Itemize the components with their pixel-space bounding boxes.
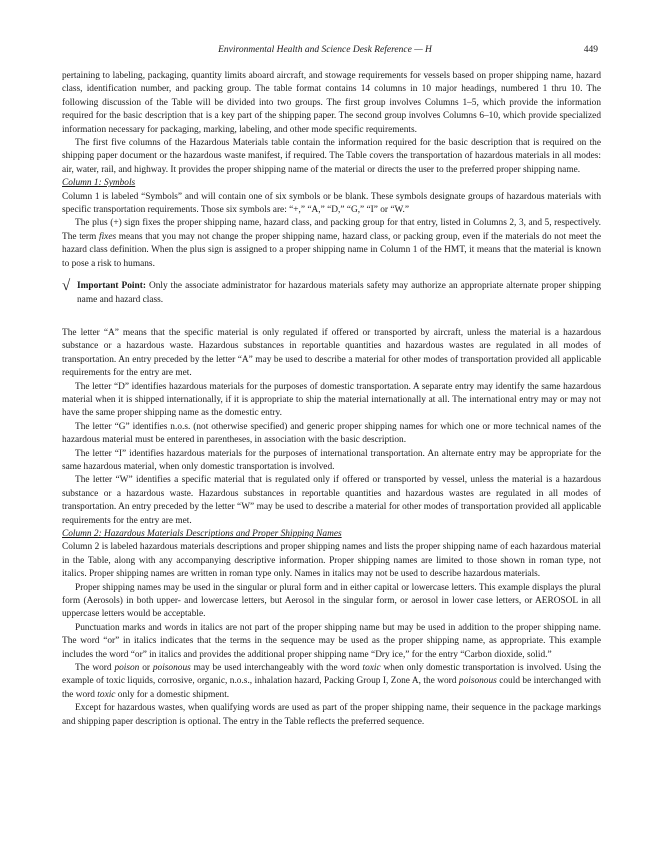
body-text <box>62 70 601 729</box>
text-run: may be used interchangeably with the word <box>190 663 363 674</box>
text-run: The plus (+) sign fixes the proper shipping name, hazard class, and packing group for that entry, listed in Columns 2, 3, and 5, respectively. The term <box>62 218 601 242</box>
paragraph: Punctuation marks and words in italics are not part of the proper shipping name but may be used in addition to the proper shipping name. The word “or” in italics indicates that the terms in the sequence may be used as the proper shipping name, as appropriate. This example includes the word “or” in italics and provides the additional proper shipping name “Dry ice,” for the entry “Carbon dioxide, solid.” <box>62 622 601 660</box>
italic-term: fixes <box>98 231 117 242</box>
italic-term: toxic <box>362 663 381 674</box>
paragraph: pertaining to labeling, packaging, quantity limits aboard aircraft, and stowage requirements for vessels based on proper shipping name, hazard class, identification number, and packing group. The table format contains 14 columns in 10 major headings, numbered 1 thru 10. The following discussion of the Table will be divided into two groups. The first group involves Columns 1–5, which provide the information required for the basic description that is a key part of the shipping paper. The second group involves Columns 6–10, which provide specialized information necessary for packaging, marking, labeling, and other mode specific requirements. <box>62 71 601 135</box>
text-run: means that you may not change the proper shipping name, hazard class, or packing group, even if the materials do not meet the hazard class definition. When the plus sign is assigned to a proper shipping name in Column 1 of the HMT, it means that the material is known to pose a risk to humans. <box>62 231 602 269</box>
paragraph: Column 2 is labeled hazardous materials descriptions and proper shipping names and lists the proper shipping name of each hazardous material in the Table, along with any accompanying descriptive information. Proper shipping names are limited to those shown in roman type, not italics. Proper shipping names are written in roman type only. Names in italics may not be used to describe hazardous materials. <box>62 542 601 580</box>
text-run: when only domestic transportation is involved. Using the example of toxic liquids, corrosive, organic, n.o.s., inhalation hazard, Packing Group I, Zone A, the word <box>62 663 601 687</box>
paragraph <box>62 662 601 702</box>
text-run: The word <box>75 663 115 674</box>
important-point-text <box>77 280 601 307</box>
paragraph: The letter “W” identifies a specific material that is regulated only if offered or transported by vessel, unless the material is a hazardous substance or a hazardous waste. Hazardous substances in reportable quantities and hazardous wastes are regulated in all modes of transportation. An entry preceded by the letter “W” may be used to describe a material for other modes of transportation provided all applicable requirements for the entry are met. <box>62 475 601 526</box>
paragraph: The letter “D” identifies hazardous materials for the purposes of domestic transportation. A separate entry may identify the same hazardous material when it is shipped internationally, if it is appropriate to ship the material internationally at all. The international entry may or may not have the same proper shipping name as the domestic entry. <box>62 381 601 419</box>
section-heading-column-2: Column 2: Hazardous Materials Descriptions and Proper Shipping Names <box>62 529 342 539</box>
text-run: Only the associate administrator for hazardous materials safety may authorize an appropriate alternate proper shipping name and hazard class. <box>77 281 601 305</box>
paragraph: The letter “G” identifies n.o.s. (not otherwise specified) and generic proper shipping names for which one or more technical names of the hazardous material must be entered in parentheses, in association with the basic description. <box>62 421 601 446</box>
checkmark-icon: √ <box>62 278 71 295</box>
italic-term: poison <box>114 663 140 674</box>
paragraph: Proper shipping names may be used in the singular or plural form and in either capital or lowercase letters. This example displays the plural form (Aerosols) in both upper- and lowercase letters, but Aerosol in the singular form, or aerosol in lower case letters, or AEROSOL in all uppercase letters would be acceptable. <box>62 582 601 620</box>
italic-term: poisonous <box>152 663 191 674</box>
paragraph: The letter “I” identifies hazardous materials for the purposes of international transportation. An alternate entry may be appropriate for the same hazardous material, when only domestic transportation is involved. <box>62 448 601 472</box>
paragraph: Except for hazardous wastes, when qualifying words are used as part of the proper shipping name, their sequence in the package markings and shipping paper description is optional. The entry in the Table reflects the preferred sequence. <box>62 703 601 727</box>
important-point-callout <box>62 280 601 307</box>
paragraph: Column 1 is labeled “Symbols” and will contain one of six symbols or be blank. These symbols designate groups of hazardous materials with specific transportation requirements. Those six symbols are: “+,” “A,” “D,” “G,” “I” or “W.” <box>62 191 601 216</box>
text-run: only for a domestic shipment. <box>115 689 230 700</box>
text-run: could be interchanged with the word <box>62 676 601 700</box>
paragraph: The letter “A” means that the specific material is only regulated if offered or transported by aircraft, unless the material is a hazardous substance or a hazardous waste. Hazardous substances in reportable quantities and hazardous wastes are regulated in all modes of transportation. An entry preceded by the letter “A” may be used to describe a material for other modes of transportation provided all applicable requirements for the entry are met. <box>62 327 601 379</box>
italic-term: toxic <box>97 689 116 700</box>
text-run: or <box>139 663 153 674</box>
running-header <box>0 44 650 58</box>
paragraph <box>62 217 601 271</box>
header-title: Environmental Health and Science Desk Reference — H <box>218 45 432 55</box>
important-point-label: Important Point: <box>77 281 146 292</box>
italic-term: poisonous <box>458 676 497 687</box>
paragraph: The first five columns of the Hazardous Materials table contain the information required for the basic description that is required on the shipping paper document or the hazardous waste manifest, if required. The Table covers the transportation of hazardous materials in all modes: air, water, rail, and highway. It provides the proper shipping name of the material or directs the user to the preferred proper shipping name. <box>62 138 601 175</box>
page-number: 449 <box>583 45 598 55</box>
section-heading-column-1: Column 1: Symbols <box>62 178 136 189</box>
